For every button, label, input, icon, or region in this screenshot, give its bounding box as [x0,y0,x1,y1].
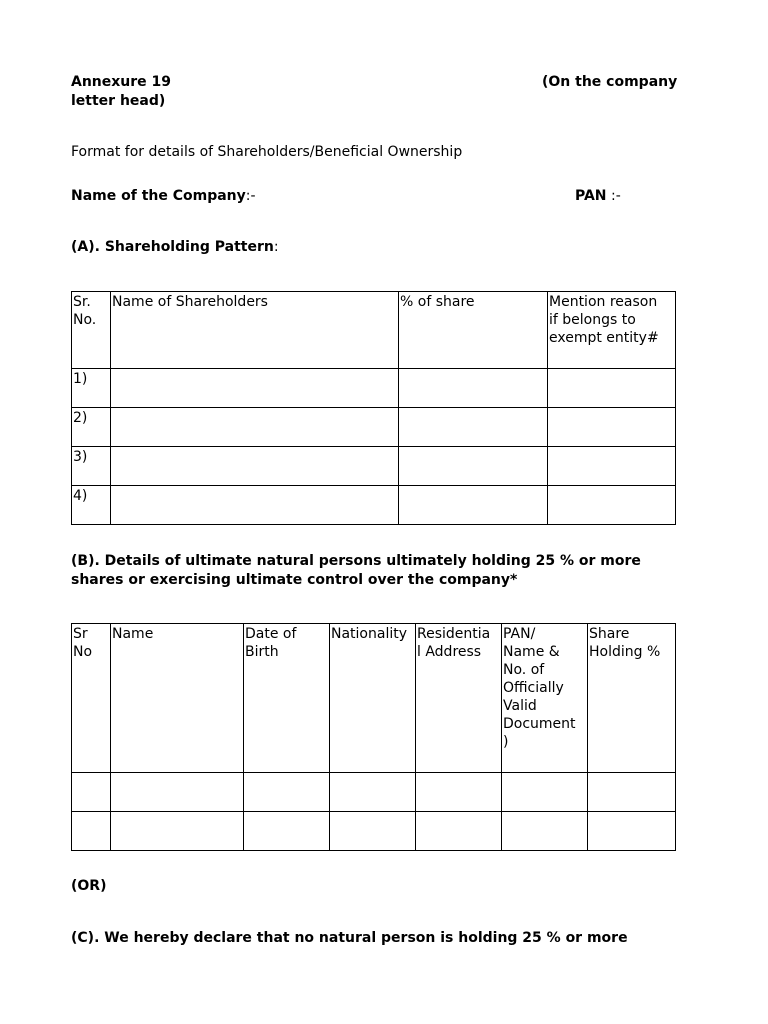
col-header-exempt-reason: Mention reason if belongs to exempt entity# [548,292,676,369]
col-header-name: Name [111,624,244,773]
company-name-line [71,187,256,205]
section-a-heading-suffix: : [273,239,279,255]
table-cell [244,812,330,851]
table-row [72,812,676,851]
shareholding-header-row [72,292,676,369]
section-a-heading-line [71,238,279,256]
col-header-residential-address: Residentia l Address [416,624,502,773]
table-cell [111,408,399,447]
table-cell [111,812,244,851]
table-cell [588,812,676,851]
table-row [72,447,676,486]
format-title: Format for details of Shareholders/Beneficial Ownership [71,144,463,160]
table-cell [111,369,399,408]
col-header-date-of-birth: Date of Birth [244,624,330,773]
row-number: 1) [72,369,111,408]
table-cell [399,369,548,408]
col-header-sr-no: Sr. No. [72,292,111,369]
beneficial-owners-header-row [72,624,676,773]
col-header-pan-document: PAN/ Name & No. of Officially Valid Document ) [502,624,588,773]
col-header-name-of-shareholders: Name of Shareholders [111,292,399,369]
company-name-suffix: :- [245,188,256,204]
col-header-sr-no: Sr No [72,624,111,773]
pan-suffix: :- [606,188,621,204]
row-number: 2) [72,408,111,447]
table-cell [548,408,676,447]
table-cell [548,486,676,525]
table-cell [330,773,416,812]
section-b-heading-continued: shares or exercising ultimate control over the company* [71,572,518,588]
row-number: 3) [72,447,111,486]
table-row [72,486,676,525]
table-cell [72,812,111,851]
beneficial-owners-table [71,623,676,851]
table-cell [72,773,111,812]
section-c-heading: (C). We hereby declare that no natural person is holding 25 % or more [71,930,628,946]
pan-line [575,187,621,205]
table-cell [548,369,676,408]
shareholding-table [71,291,676,525]
table-cell [502,812,588,851]
letterhead-note-continued: letter head) [71,93,166,109]
table-cell [399,447,548,486]
company-name-label: Name of the Company [71,188,246,204]
table-cell [111,773,244,812]
col-header-percent-share: % of share [399,292,548,369]
section-b-heading: (B). Details of ultimate natural persons ultimately holding 25 % or more [71,553,641,569]
table-cell [416,812,502,851]
col-header-nationality: Nationality [330,624,416,773]
table-row [72,408,676,447]
or-separator: (OR) [71,878,107,894]
table-cell [416,773,502,812]
section-a-heading: (A). Shareholding Pattern [71,239,274,255]
table-row [72,773,676,812]
table-cell [502,773,588,812]
pan-label: PAN [575,188,607,204]
table-cell [244,773,330,812]
col-header-share-holding: Share Holding % [588,624,676,773]
table-cell [330,812,416,851]
table-row [72,369,676,408]
table-cell [111,486,399,525]
table-cell [399,486,548,525]
row-number: 4) [72,486,111,525]
table-cell [399,408,548,447]
annexure-title: Annexure 19 [71,74,172,90]
letterhead-note: (On the company [542,74,678,90]
table-cell [588,773,676,812]
table-cell [548,447,676,486]
table-cell [111,447,399,486]
